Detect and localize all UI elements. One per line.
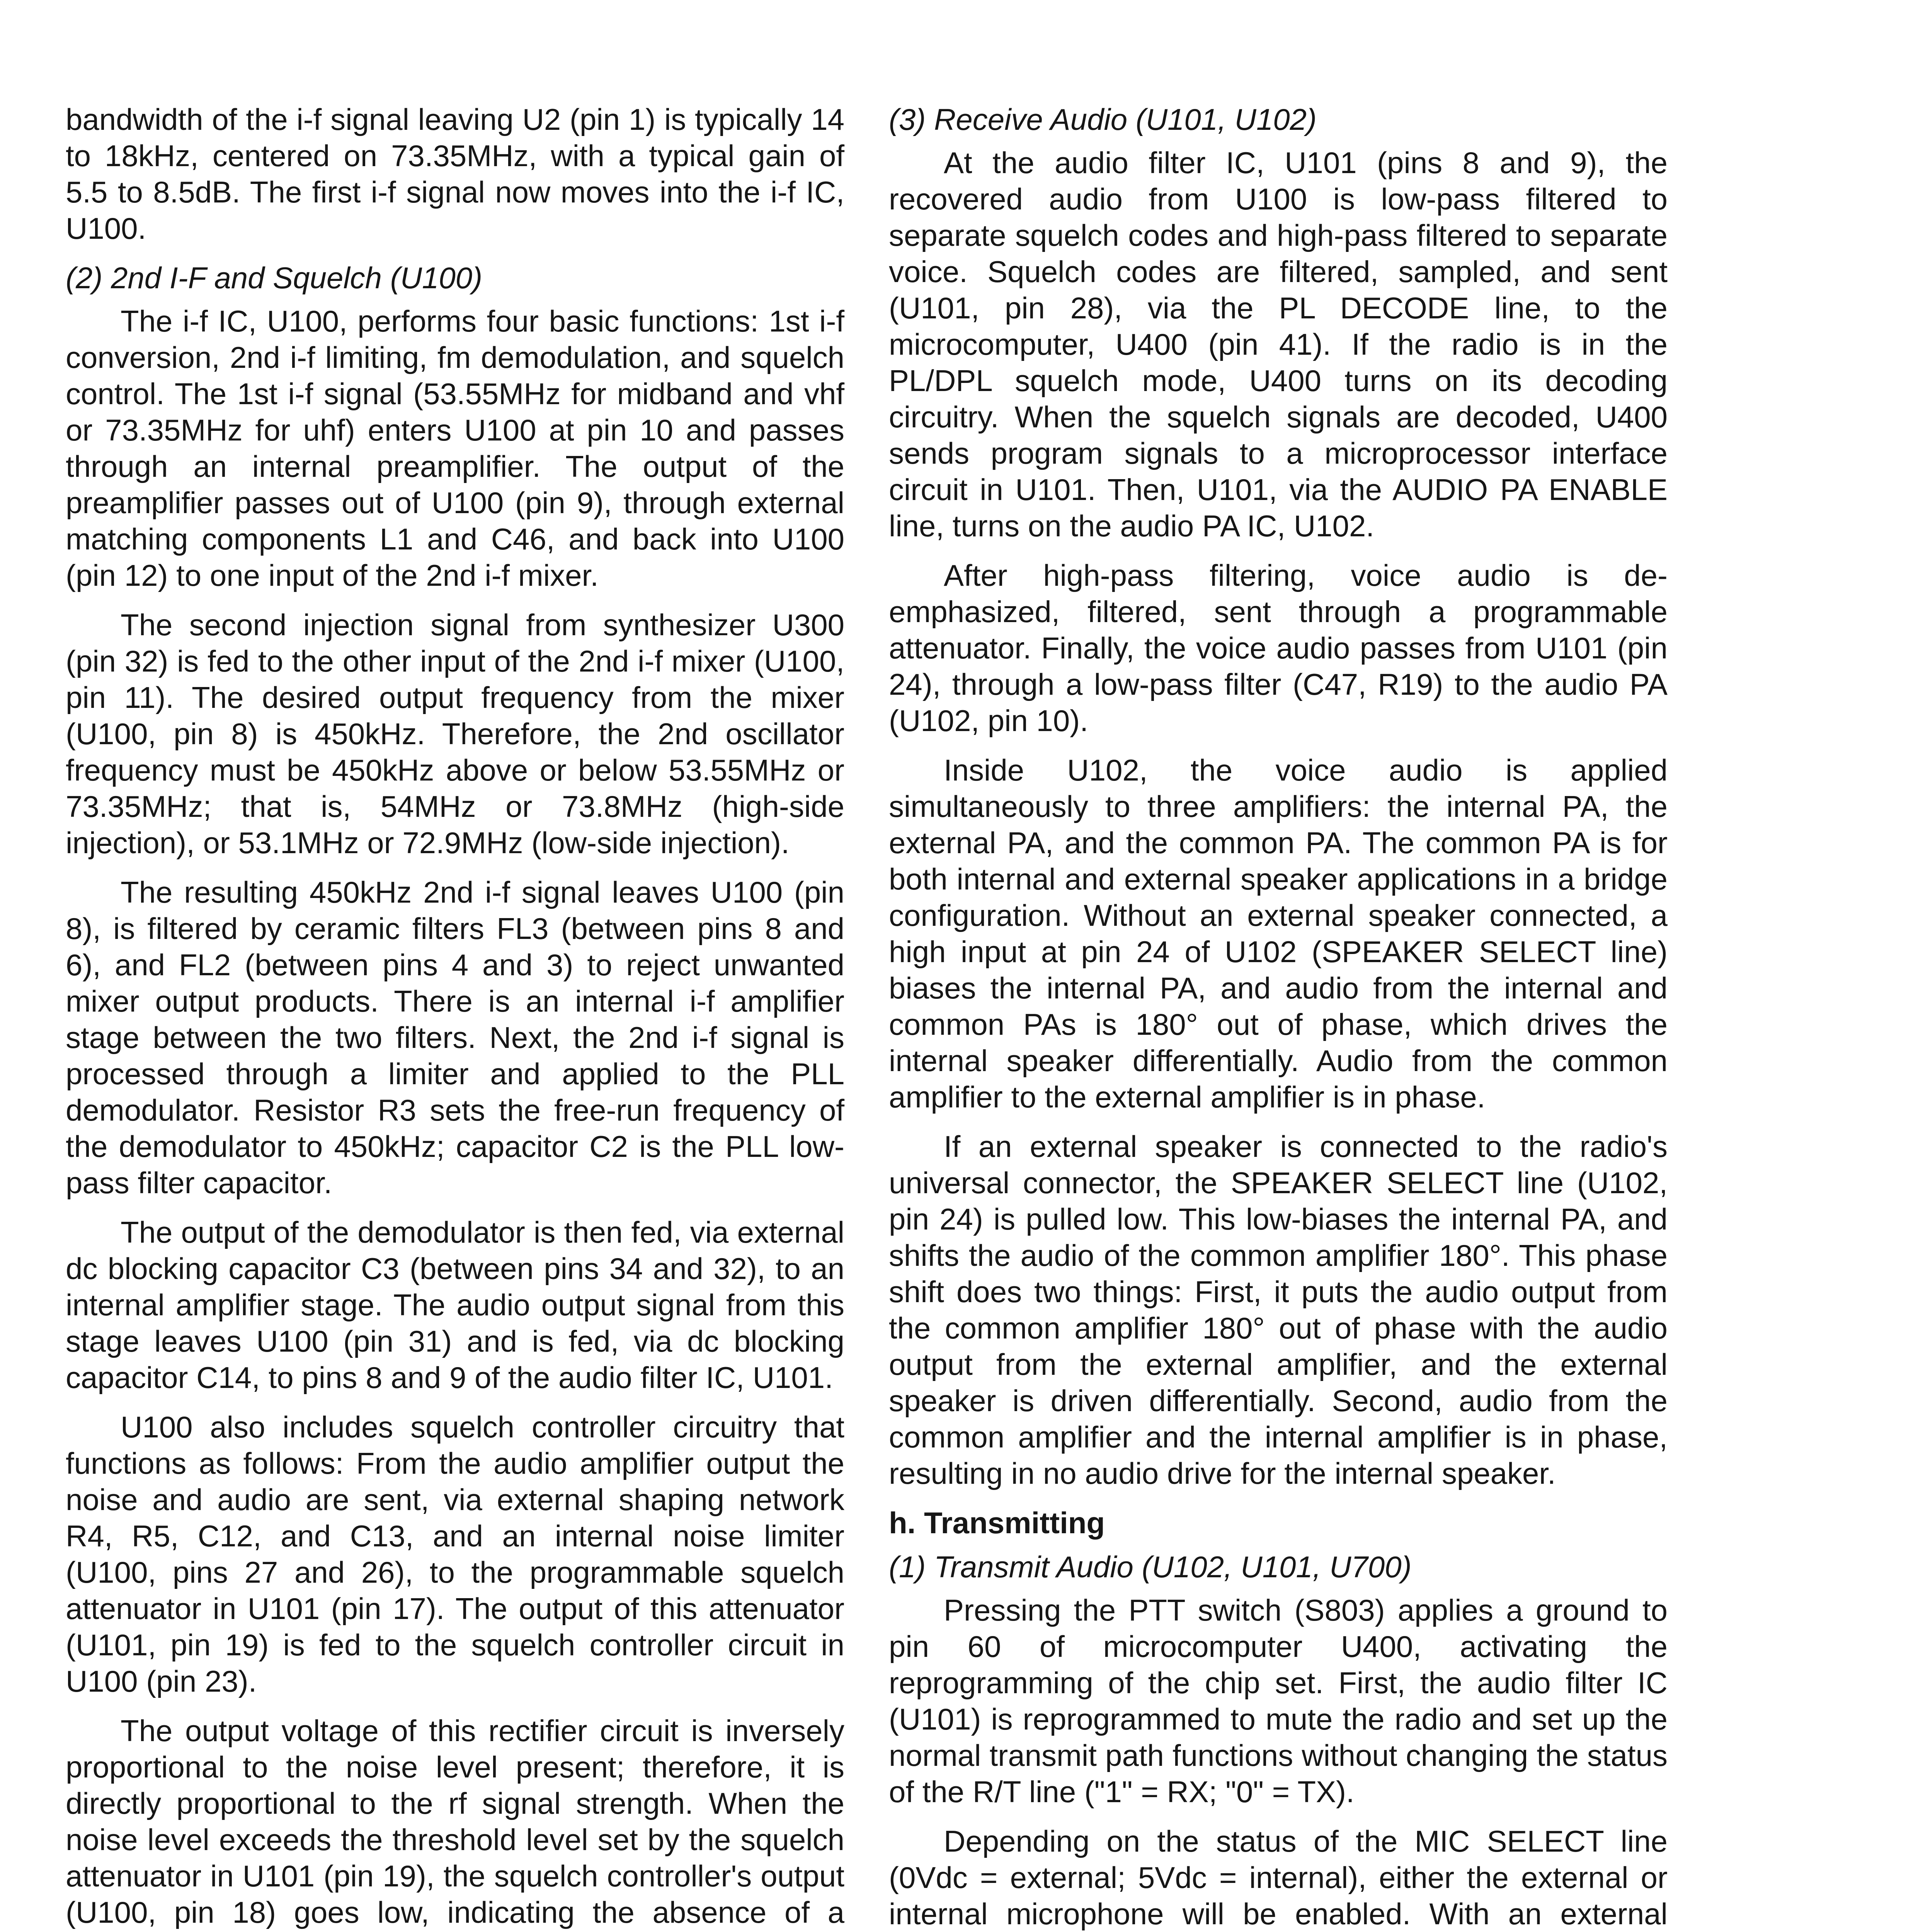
section-heading: h. Transmitting [889, 1506, 1105, 1540]
paragraph: Inside U102, the voice audio is applied simultaneously to three amplifiers: the internal PA, the external PA, and the common PA. The common PA is for both internal and external speaker applications in a bridge configuration. Without an external speaker connected, a high input at pin 24 of U102 (SPEAKER SELECT line) biases the internal PA, and audio from the internal and common PAs is 180° out of phase, which drives the internal speaker differentially. Audio from the common amplifier to the external amplifier is in phase. [889, 753, 1668, 1114]
paragraph: After high-pass filtering, voice audio is de-emphasized, filtered, sent through a programmable attenuator. Finally, the voice audio passes from U101 (pin 24), through a low-pass filter (C47, R19) to the audio PA (U102, pin 10). [889, 558, 1668, 738]
paragraph: The output of the demodulator is then fed, via external dc blocking capacitor C3 (between pins 34 and 32), to an internal amplifier stage. The audio output signal from this stage leaves U100 (pin 31) and is fed, via dc blocking capacitor C14, to pins 8 and 9 of the audio filter IC, U101. [66, 1215, 844, 1395]
paragraph: U100 also includes squelch controller circuitry that functions as follows: From the audio amplifier output the noise and audio are sent, via external shaping network R4, R5, C12, and C13, and an internal noise limiter (U100, pins 27 and 26), to the programmable squelch attenuator in U101 (pin 17). The output of this attenuator (U101, pin 19) is fed to the squelch controller circuit in U100 (pin 23). [66, 1410, 844, 1698]
left-column [66, 101, 844, 1932]
paragraph: Depending on the status of the MIC SELECT line (0Vdc = external; 5Vdc = internal), either the external or internal microphone will be enabled. With an external [889, 1824, 1668, 1931]
subsection-heading: (2) 2nd I-F and Squelch (U100) [66, 261, 483, 295]
paragraph: If an external speaker is connected to the radio's universal connector, the SPEAKER SELECT line (U102, pin 24) is pulled low. This low-biases the internal PA, and shifts the audio of the common amplifier 180°. This phase shift does two things: First, it puts the audio output from the common amplifier 180° out of phase with the audio output from the external amplifier, and the external speaker is driven differentially. Second, audio from the common amplifier and the internal amplifier is in phase, resulting in no audio drive for the internal speaker. [889, 1129, 1668, 1490]
paragraph: At the audio filter IC, U101 (pins 8 and 9), the recovered audio from U100 is low-pass filtered to separate squelch codes and high-pass filtered to separate voice. Squelch codes are filtered, sampled, and sent (U101, pin 28), via the PL DECODE line, to the microcomputer, U400 (pin 41). If the radio is in the PL/DPL squelch mode, U400 turns on its decoding circuitry. When the squelch signals are decoded, U400 sends program signals to a microprocessor interface circuit in U101. Then, U101, via the AUDIO PA ENABLE line, turns on the audio PA IC, U102. [889, 146, 1668, 543]
subsection-heading: (1) Transmit Audio (U102, U101, U700) [889, 1550, 1412, 1584]
paragraph: Pressing the PTT switch (S803) applies a ground to pin 60 of microcomputer U400, activating the reprogramming of the chip set. First, the audio filter IC (U101) is reprogrammed to mute the radio and set up the normal transmit path functions without changing the status of the R/T line ("1" = RX; "0" = TX). [889, 1593, 1668, 1809]
paragraph: The resulting 450kHz 2nd i-f signal leaves U100 (pin 8), is filtered by ceramic filters FL3 (between pins 8 and 6), and FL2 (between pins 4 and 3) to reject unwanted mixer output products. There is an internal i-f amplifier stage between the two filters. Next, the 2nd i-f signal is processed through a limiter and applied to the PLL demodulator. Resistor R3 sets the free-run frequency of the demodulator to 450kHz; capacitor C2 is the PLL low-pass filter capacitor. [66, 875, 844, 1200]
paragraph: bandwidth of the i-f signal leaving U2 (pin 1) is typically 14 to 18kHz, centered on 73.35MHz, with a typical gain of 5.5 to 8.5dB. The first i-f signal now moves into the i-f IC, U100. [66, 102, 844, 245]
subsection-heading: (3) Receive Audio (U101, U102) [889, 102, 1317, 136]
right-column [889, 101, 1668, 1932]
paragraph: The second injection signal from synthesizer U300 (pin 32) is fed to the other input of the 2nd i-f mixer (U100, pin 11). The desired output frequency from the mixer (U100, pin 8) is 450kHz. Therefore, the 2nd oscillator frequency must be 450kHz above or below 53.55MHz or 73.35MHz; that is, 54MHz or 73.8MHz (high-side injection), or 53.1MHz or 72.9MHz (low-side injection). [66, 608, 844, 860]
paragraph: The i-f IC, U100, performs four basic functions: 1st i-f conversion, 2nd i-f limiting, fm demodulation, and squelch control. The 1st i-f signal (53.55MHz for midband and vhf or 73.35MHz for uhf) enters U100 at pin 10 and passes through an internal preamplifier. The output of the preamplifier passes out of U100 (pin 9), through external matching components L1 and C46, and back into U100 (pin 12) to one input of the 2nd i-f mixer. [66, 304, 844, 592]
paragraph: The output voltage of this rectifier circuit is inversely proportional to the noise level present; therefore, it is directly proportional to the rf signal strength. When the noise level exceeds the threshold level set by the squelch attenuator in U101 (pin 19), the squelch controller's output (U100, pin 18) goes low, indicating the absence of a [66, 1714, 844, 1929]
